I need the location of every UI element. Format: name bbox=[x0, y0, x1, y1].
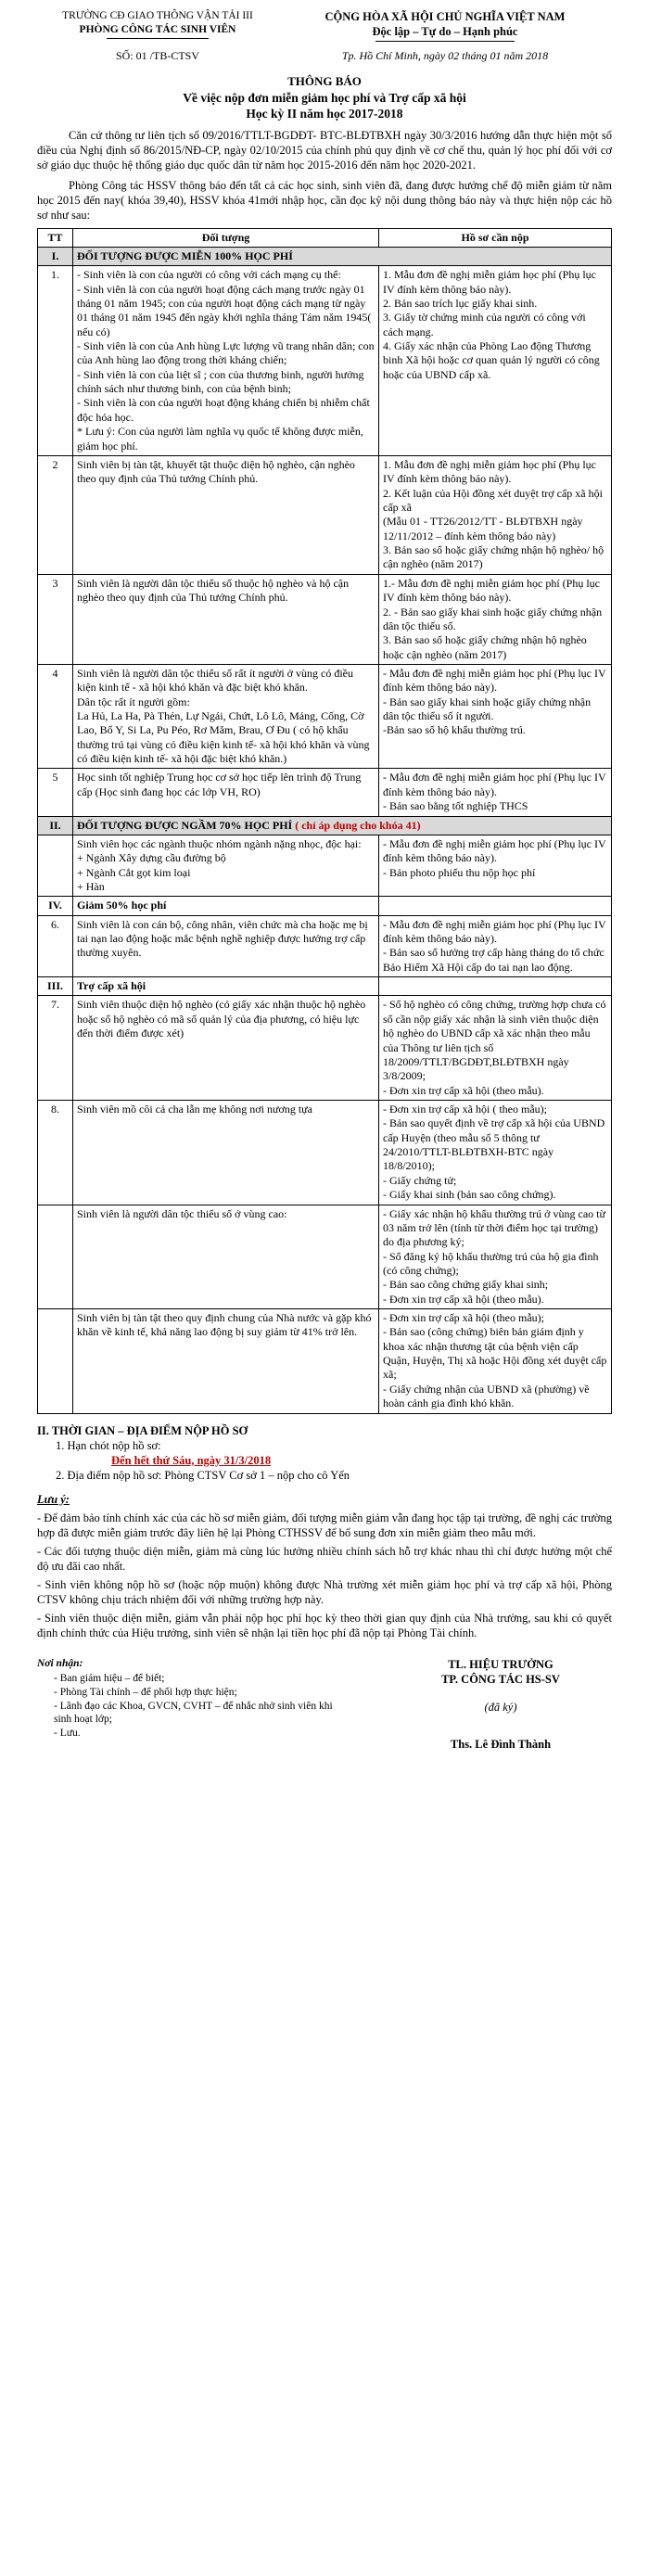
object-line: Sinh viên là người dân tộc thiểu số rất ít người ở vùng có điều kiện kinh tế - xã hội khó khăn và đặc biệt khó khăn. bbox=[77, 666, 354, 695]
section-III-rows bbox=[38, 996, 612, 1413]
nation-block bbox=[278, 9, 612, 42]
recipients-title: Nơi nhận: bbox=[37, 1657, 83, 1669]
table-header-row bbox=[38, 228, 612, 247]
document-line: - Bản sao bằng tốt nghiệp THCS bbox=[383, 799, 528, 813]
signature-block bbox=[389, 1657, 612, 1752]
section-title: Trợ cấp xã hội bbox=[73, 977, 379, 996]
intro-paragraph-1: Căn cứ thông tư liên tịch số 09/2016/TTLT-BGDĐT- BTC-BLĐTBXH ngày 30/3/2016 hướng dẫn thực hiện một số điều của Nghị định số 86/2015/NĐ-CP, ngày 02/10/2015 của chính phủ quy định về cơ chế thu, quản lý học phí đối với cơ sở giáo dục thuộc hệ thống giáo dục quốc dân từ năm học 2015-2016 đến năm học 2020-2021. bbox=[37, 128, 612, 172]
title-line1: THÔNG BÁO bbox=[287, 74, 362, 89]
document-line: - Sổ đăng ký hộ khẩu thường trú của hộ gia đình (có công chứng); bbox=[383, 1249, 599, 1277]
section-II-rows bbox=[38, 835, 612, 896]
row-number: 4 bbox=[38, 664, 73, 769]
section-title bbox=[73, 816, 612, 835]
document-line: - Đơn xin trợ cấp xã hội (theo mẫu). bbox=[383, 1292, 544, 1306]
row-object bbox=[73, 1205, 379, 1309]
row-documents bbox=[379, 664, 612, 769]
row-documents bbox=[379, 574, 612, 664]
row-number bbox=[38, 835, 73, 896]
recipient-item: - Ban giám hiệu – để biết; bbox=[54, 1672, 343, 1686]
object-line: - Sinh viên là con của liệt sĩ ; con của thương binh, người hưởng chính sách như thương binh, con của bệnh binh; bbox=[77, 367, 364, 396]
col-header-object: Đối tượng bbox=[73, 228, 379, 247]
row-number: 1. bbox=[38, 266, 73, 456]
object-line: + Ngành Xây dựng cầu đường bộ bbox=[77, 851, 226, 865]
object-line: Dân tộc rất ít người gồm: bbox=[77, 695, 190, 708]
table-row bbox=[38, 1309, 612, 1414]
notes-title: Lưu ý: bbox=[37, 1492, 70, 1506]
department-name: PHÒNG CÔNG TÁC SINH VIÊN bbox=[79, 23, 236, 35]
note-item: - Để đảm bảo tính chính xác của các hồ sơ miễn giảm, đối tượng miễn giảm vẫn đang học tập tại trường, đề nghị các trường hợp đã được miễn giảm trước đây liên hệ lại Phòng CTHSSV để bổ sung đơn xin miễn giảm theo mẫu mới. bbox=[37, 1511, 612, 1539]
submission-location: 2. Địa điểm nộp hồ sơ: Phòng CTSV Cơ sở 1 – nộp cho cô Yến bbox=[56, 1468, 350, 1482]
deadline-line bbox=[56, 1438, 612, 1453]
table-row bbox=[38, 996, 612, 1101]
section-title-text: ĐỐI TƯỢNG ĐƯỢC NGẦM 70% HỌC PHÍ bbox=[77, 818, 293, 832]
header-rule-right bbox=[375, 41, 515, 42]
recipient-item: - Phòng Tài chính – để phối hợp thực hiện; bbox=[54, 1686, 343, 1700]
note-item: - Sinh viên thuộc diện miễn, giảm vẫn phải nộp học phí học kỳ theo thời gian quy định của Nhà trường, sau khi có quyết định chính thức của Hiệu trưởng, sinh viên sẽ nhận lại tiền học phí đã nộp tại Phòng Tài chính. bbox=[37, 1611, 612, 1639]
row-documents bbox=[379, 835, 612, 896]
document-header bbox=[37, 9, 612, 42]
document-line: - Bản sao công chứng giấy khai sinh; bbox=[383, 1278, 549, 1292]
row-documents bbox=[379, 266, 612, 456]
row-object bbox=[73, 769, 379, 816]
section-number: III. bbox=[38, 977, 73, 996]
object-line: Sinh viên học các ngành thuộc nhóm ngành nặng nhọc, độc hại: bbox=[77, 836, 362, 850]
section-IV-rows bbox=[38, 915, 612, 976]
row-number: 7. bbox=[38, 996, 73, 1101]
doc-meta bbox=[37, 49, 612, 63]
document-line: 3. Bản sao sổ hoặc giấy chứng nhận hộ nghèo hoặc cận nghèo (năm 2017) bbox=[383, 633, 587, 661]
row-number bbox=[38, 1205, 73, 1309]
table-row bbox=[38, 1205, 612, 1309]
document-line: - Mẫu đơn đề nghị miễn giảm học phí (Phụ lục IV đính kèm thông báo này). bbox=[383, 917, 606, 946]
row-number bbox=[38, 1309, 73, 1414]
section-row-I bbox=[38, 247, 612, 265]
issuer-block bbox=[37, 9, 278, 42]
document-line: 1.- Mẫu đơn đề nghị miễn giảm học phí (Phụ lục IV đính kèm thông báo này). bbox=[383, 576, 600, 605]
row-object bbox=[73, 996, 379, 1101]
object-line: Sinh viên bị tàn tật theo quy định chung của Nhà nước và gặp khó khăn về kinh tế, khả năng lao động bị suy giảm từ 41% trở lên. bbox=[77, 1311, 372, 1339]
note-item: - Các đối tượng thuộc diện miễn, giảm mà cùng lúc hưởng nhiều chính sách hỗ trợ khác nhau thì chỉ được hưởng một chế độ ưu đãi cao nhất. bbox=[37, 1544, 612, 1573]
section-number: IV. bbox=[38, 897, 73, 915]
row-object bbox=[73, 574, 379, 664]
col-header-tt: TT bbox=[38, 228, 73, 247]
table-row bbox=[38, 266, 612, 456]
object-line: Học sinh tốt nghiệp Trung học cơ sở học tiếp lên trình độ Trung cấp (Học sinh đang học các lớp VH, RO) bbox=[77, 771, 362, 798]
deadline-value: Đến hết thứ Sáu, ngày 31/3/2018 bbox=[111, 1453, 272, 1467]
document-line: - Giấy xác nhận hộ khẩu thường trú ở vùng cao từ 03 năm trở lên (tính từ thời điểm học tại trường) do địa phương ký; bbox=[383, 1206, 605, 1249]
recipients-list bbox=[54, 1672, 343, 1741]
document-line: 2. Kết luận của Hội đồng xét duyệt trợ cấp xã hội cấp xã bbox=[383, 486, 603, 514]
signature-title: TL. HIỆU TRƯỞNG bbox=[448, 1657, 554, 1671]
recipient-item: - Lưu. bbox=[54, 1727, 343, 1741]
deadline-value-line bbox=[111, 1453, 612, 1468]
object-line: Sinh viên là người dân tộc thiểu số thuộc hộ nghèo và hộ cận nghèo theo quy định của Thủ tướng Chính phủ. bbox=[77, 576, 350, 605]
section-number: I. bbox=[38, 247, 73, 265]
signature-status: (đã ký) bbox=[484, 1700, 517, 1714]
submission-section-title: II. THỜI GIAN – ĐỊA ĐIỂM NỘP HỒ SƠ bbox=[37, 1423, 248, 1437]
title-line3: Học kỳ II năm học 2017-2018 bbox=[246, 107, 403, 121]
document-line: - Giấy khai sinh (bản sao công chứng). bbox=[383, 1188, 556, 1202]
table-row bbox=[38, 1101, 612, 1205]
document-line: - Giấy chứng tử; bbox=[383, 1173, 457, 1187]
object-line: - Sinh viên là con của Anh hùng Lực lượng vũ trang nhân dân; con của Anh hùng lao động trong thời kháng chiến; bbox=[77, 339, 375, 367]
place-date: Tp. Hồ Chí Minh, ngày 02 tháng 01 năm 2018 bbox=[341, 49, 549, 62]
row-number: 8. bbox=[38, 1101, 73, 1205]
document-line: - Giấy chứng nhận của UBND xã (phường) về hoàn cảnh gia đình khó khăn. bbox=[383, 1382, 590, 1410]
table-row bbox=[38, 574, 612, 664]
document-line: - Bản sao (công chứng) biên bản giám định y khoa xác nhận thương tật của bệnh viện cấp Quận, Huyện, Thị xã hoặc Hội đồng xét duyệt cấp xã; bbox=[383, 1325, 607, 1382]
row-documents bbox=[379, 1205, 612, 1309]
note-item: - Sinh viên không nộp hồ sơ (hoặc nộp muộn) không được Nhà trường xét miễn giảm học phí và trợ cấp xã hội, Phòng CTSV không chịu trách nhiệm đối với những trường hợp này. bbox=[37, 1577, 612, 1606]
table-row bbox=[38, 769, 612, 816]
header-rule-left bbox=[107, 38, 209, 39]
signature-department: TP. CÔNG TÁC HS-SV bbox=[441, 1672, 560, 1686]
section-title: ĐỐI TƯỢNG ĐƯỢC MIỄN 100% HỌC PHÍ bbox=[73, 247, 612, 265]
section-row-III bbox=[38, 977, 612, 996]
document-line: - Bản sao quyết định về trợ cấp xã hội của UBND cấp Huyện (theo mẫu số 5 thông tư 24/2010/TTLT-BLĐTBXH-BTC ngày 18/8/2010); bbox=[383, 1116, 605, 1173]
nation-title: CỘNG HÒA XÃ HỘI CHỦ NGHĨA VIỆT NAM bbox=[324, 10, 566, 23]
object-line: Sinh viên là con cán bộ, công nhân, viên chức mà cha hoặc mẹ bị tai nạn lao động hoặc mắc bệnh nghề nghiệp được hưởng trợ cấp thường xuyên. bbox=[77, 917, 368, 960]
row-object bbox=[73, 1101, 379, 1205]
object-line: Sinh viên mồ côi cả cha lẫn mẹ không nơi nương tựa bbox=[77, 1103, 312, 1116]
section-I-rows bbox=[38, 266, 612, 816]
document-footer bbox=[37, 1657, 612, 1752]
document-line: - Đơn xin trợ cấp xã hội (theo mẫu). bbox=[383, 1083, 544, 1097]
document-line: 2. - Bản sao giấy khai sinh hoặc giấy chứng nhận dân tộc thiểu số. bbox=[383, 605, 603, 632]
object-line: Sinh viên bị tàn tật, khuyết tật thuộc diện hộ nghèo, cận nghèo theo quy định của Thủ tướng Chính phủ. bbox=[77, 457, 355, 486]
document-line: - Bản sao giấy khai sinh hoặc giấy chứng nhận dân tộc thiểu số ít người. bbox=[383, 695, 592, 723]
document-line: - Sổ hộ nghèo có công chứng, trường hợp chưa có sổ cần nộp giấy xác nhận là sinh viên thuộc diện hộ nghèo do UBND cấp xã xác nhận theo mẫu của Thông tư liên tịch số 18/2009/TTLT/BGDĐT,BLĐTBXH ngày 3/8/2009; bbox=[383, 998, 606, 1083]
object-line: - Sinh viên là con của người hoạt động cách mạng trước ngày 01 tháng 01 năm 1945; con của người hoạt động cách mạng từ ngày 01 tháng 01 năm 1945 đến ngày khởi nghĩa tháng Tám năm 1945( nếu có) bbox=[77, 282, 372, 338]
document-line: - Mẫu đơn đề nghị miễn giảm học phí (Phụ lục IV đính kèm thông báo này). bbox=[383, 771, 606, 798]
doc-number: SỐ: 01 /TB-CTSV bbox=[115, 49, 199, 62]
row-object bbox=[73, 1309, 379, 1414]
eligibility-table bbox=[37, 228, 612, 1414]
deadline-label: 1. Hạn chót nộp hồ sơ: bbox=[56, 1438, 161, 1452]
signer-name: Ths. Lê Đình Thành bbox=[450, 1737, 552, 1751]
nation-motto: Độc lập – Tự do – Hạnh phúc bbox=[372, 25, 518, 38]
section-row-IV bbox=[38, 897, 612, 915]
row-number: 2 bbox=[38, 455, 73, 574]
document-line: - Đơn xin trợ cấp xã hội (theo mẫu); bbox=[383, 1311, 544, 1325]
document-line: 1. Mẫu đơn đề nghị miễn giảm học phí (Phụ lục IV đính kèm thông báo này). bbox=[383, 457, 596, 486]
object-line: + Ngành Cắt gọt kim loại bbox=[77, 865, 191, 879]
object-line: Sinh viên là người dân tộc thiểu số ở vùng cao: bbox=[77, 1206, 287, 1220]
document-line: 3. Giấy tờ chứng minh của người có công với cách mạng. bbox=[383, 311, 586, 338]
section-number: II. bbox=[38, 816, 73, 835]
document-line: - Bản photo phiếu thu nộp học phí bbox=[383, 865, 536, 879]
title-line2: Về việc nộp đơn miễn giảm học phí và Trợ cấp xã hội bbox=[183, 90, 466, 105]
row-documents bbox=[379, 769, 612, 816]
org-name: TRƯỜNG CĐ GIAO THÔNG VẬN TẢI III bbox=[62, 10, 253, 21]
notice-title bbox=[37, 74, 612, 121]
row-object bbox=[73, 915, 379, 976]
object-line: - Sinh viên là con của người hoạt động kháng chiến bị nhiễm chất độc hóa học. bbox=[77, 396, 370, 424]
object-line: - Sinh viên là con của người có công với cách mạng cụ thể: bbox=[77, 268, 341, 282]
row-number: 5 bbox=[38, 769, 73, 816]
table-row bbox=[38, 455, 612, 574]
document-line: 3. Bản sao sổ hoặc giấy chứng nhận hộ nghèo/ hộ cận nghèo (năm 2017) bbox=[383, 543, 604, 571]
document-line: - Mẫu đơn đề nghị miễn giảm học phí (Phụ lục IV đính kèm thông báo này). bbox=[383, 666, 606, 695]
notes-block bbox=[37, 1492, 612, 1640]
table-row bbox=[38, 915, 612, 976]
row-object bbox=[73, 266, 379, 456]
recipients-block bbox=[37, 1657, 343, 1752]
row-documents bbox=[379, 1101, 612, 1205]
intro-paragraph-2: Phòng Công tác HSSV thông báo đến tất cả các học sinh, sinh viên đã, đang được hưởng chế độ miễn giảm từ năm học 2015 đến nay( khóa 39,40), HSSV khóa 41mới nhập học, cần đọc kỹ nội dung thông báo này và thực hiện nộp các hồ sơ như sau: bbox=[37, 178, 612, 222]
section-row-II bbox=[38, 816, 612, 835]
empty-cell bbox=[379, 977, 612, 996]
recipient-item: - Lãnh đạo các Khoa, GVCN, CVHT – để nhắc nhở sinh viên khi sinh hoạt lớp; bbox=[54, 1700, 343, 1727]
row-documents bbox=[379, 1309, 612, 1414]
row-number: 6. bbox=[38, 915, 73, 976]
col-header-documents: Hồ sơ cần nộp bbox=[379, 228, 612, 247]
document-line: -Bản sao sổ hộ khẩu thường trú. bbox=[383, 723, 526, 737]
row-documents bbox=[379, 915, 612, 976]
object-line: Sinh viên thuộc diện hộ nghèo (có giấy xác nhận thuộc hộ nghèo hoặc sổ hộ nghèo có mã số quản lý của địa phương, có hiệu lực đến thời điểm được xét) bbox=[77, 998, 366, 1040]
document-line: - Đơn xin trợ cấp xã hội ( theo mẫu); bbox=[383, 1103, 547, 1116]
empty-cell bbox=[379, 897, 612, 915]
document-line: (Mẫu 01 - TT26/2012/TT - BLĐTBXH ngày 12/11/2012 – đính kèm thông báo này) bbox=[383, 515, 583, 542]
row-documents bbox=[379, 996, 612, 1101]
object-line: * Lưu ý: Con của người làm nghĩa vụ quốc tế không được miễn, giảm học phí. bbox=[77, 425, 363, 453]
section-note: ( chỉ áp dụng cho khóa 41) bbox=[295, 818, 421, 832]
document-line: 4. Giấy xác nhận của Phòng Lao động Thương binh Xã hội hoặc cơ quan quản lý người có công hoặc của UBND cấp xã. bbox=[383, 339, 600, 381]
document-line: 2. Bản sao trích lục giấy khai sinh. bbox=[383, 296, 538, 310]
section-title: Giảm 50% học phí bbox=[73, 897, 379, 915]
table-row bbox=[38, 835, 612, 896]
row-object bbox=[73, 835, 379, 896]
row-documents bbox=[379, 455, 612, 574]
object-line: La Hủ, La Ha, Pà Thẻn, Lự Ngái, Chứt, Lô Lô, Mảng, Cống, Cờ Lao, Bố Y, Si La, Pu Péo, Rơ Măm, Brau, Ơ Đu ( có hộ khẩu thường trú tại vùng có điều kiện kinh tế- xã hội khó khăn và vùng có điều kiện kinh tế- xã hội đặc biệt khó khăn.) bbox=[77, 709, 370, 766]
row-object bbox=[73, 455, 379, 574]
document-line: - Bản sao sổ hưởng trợ cấp hàng tháng do tổ chức Bảo Hiểm Xã Hội cấp do tai nạn lao động. bbox=[383, 946, 604, 974]
document-line: - Mẫu đơn đề nghị miễn giảm học phí (Phụ lục IV đính kèm thông báo này). bbox=[383, 836, 606, 865]
document-line: 1. Mẫu đơn đề nghị miễn giảm học phí (Phụ lục IV đính kèm thông báo này). bbox=[383, 268, 596, 296]
object-line: + Hàn bbox=[77, 879, 105, 893]
row-number: 3 bbox=[38, 574, 73, 664]
row-object bbox=[73, 664, 379, 769]
table-row bbox=[38, 664, 612, 769]
